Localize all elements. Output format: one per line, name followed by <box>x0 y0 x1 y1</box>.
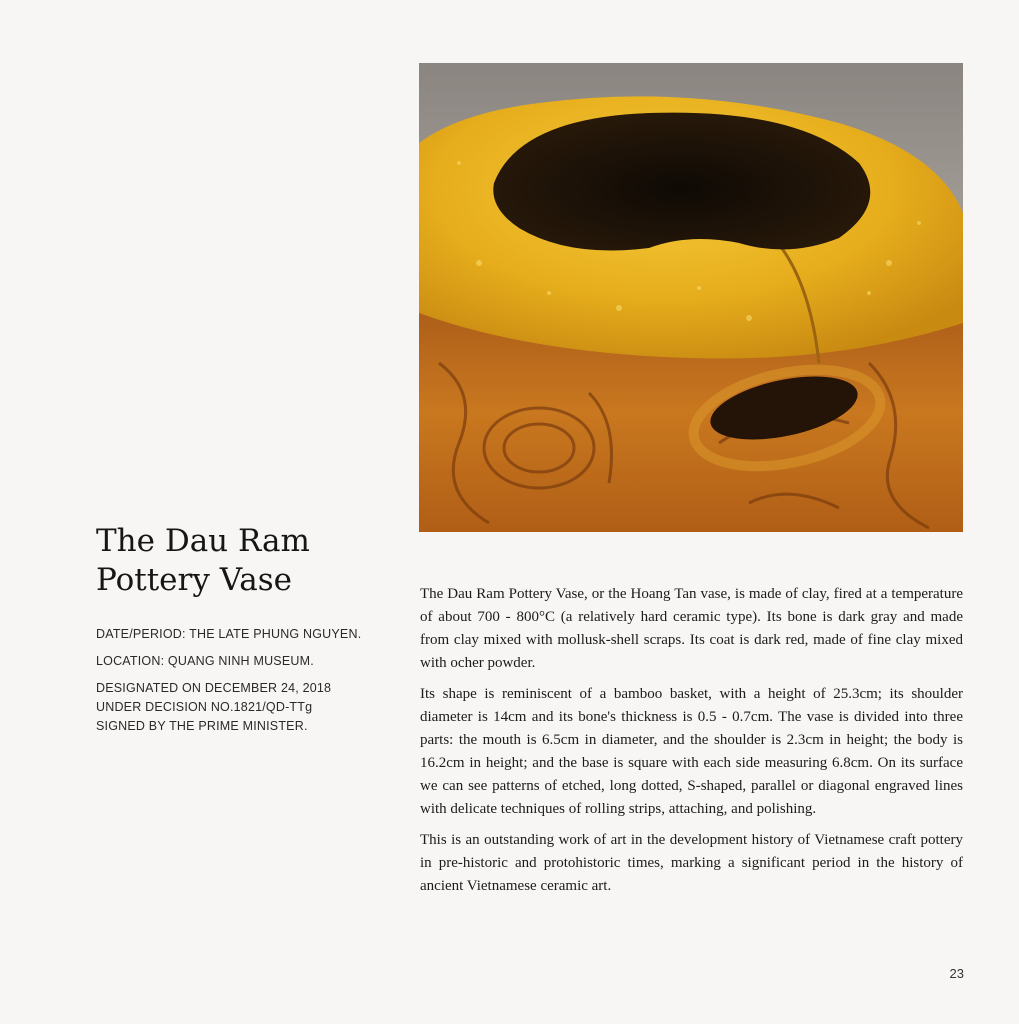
page-number: 23 <box>949 966 964 981</box>
body-paragraph-1: The Dau Ram Pottery Vase, or the Hoang Tan vase, is made of clay, fired at a temperature of about 700 - 800°C (a relatively hard ceramic type). Its bone is dark gray and made from clay mixed with mollusk-shell scraps. Its coat is dark red, made of fine clay mixed with ocher powder. <box>420 586 963 671</box>
title-line-1: The Dau Ram <box>96 523 310 559</box>
designation-line-1: DESIGNATED ON DECEMBER 24, 2018 <box>96 681 332 695</box>
body-paragraph-3: This is an outstanding work of art in the development history of Vietnamese craft pottery in pre-historic and protohistoric times, marking a significant period in the history of ancient Vietnamese ceramic art. <box>420 832 963 894</box>
designation <box>96 679 396 736</box>
location <box>96 652 396 671</box>
body-text <box>420 583 963 906</box>
date-period-text: DATE/PERIOD: THE LATE PHUNG NGUYEN. <box>96 627 362 641</box>
vase-photo <box>419 63 963 532</box>
location-text: LOCATION: QUANG NINH MUSEUM. <box>96 654 314 668</box>
designation-line-2: UNDER DECISION NO.1821/QD-TTg <box>96 700 313 714</box>
title-line-2: Pottery Vase <box>96 562 292 598</box>
date-period <box>96 625 396 644</box>
page-title <box>96 522 396 600</box>
body-paragraph-2: Its shape is reminiscent of a bamboo basket, with a height of 25.3cm; its shoulder diameter is 14cm and its bone's thickness is 0.5 - 0.7cm. The vase is divided into three parts: the mouth is 6.5cm in diameter, and the shoulder is 2.3cm in height; the body is 16.2cm in height; and the base is square with each side measuring 6.8cm. On its surface we can see patterns of etched, long dotted, S-shaped, parallel or diagonal engraved lines with delicate techniques of rolling strips, attaching, and polishing. <box>420 686 963 817</box>
vase-photo-illustration <box>419 63 963 532</box>
designation-line-3: SIGNED BY THE PRIME MINISTER. <box>96 719 308 733</box>
